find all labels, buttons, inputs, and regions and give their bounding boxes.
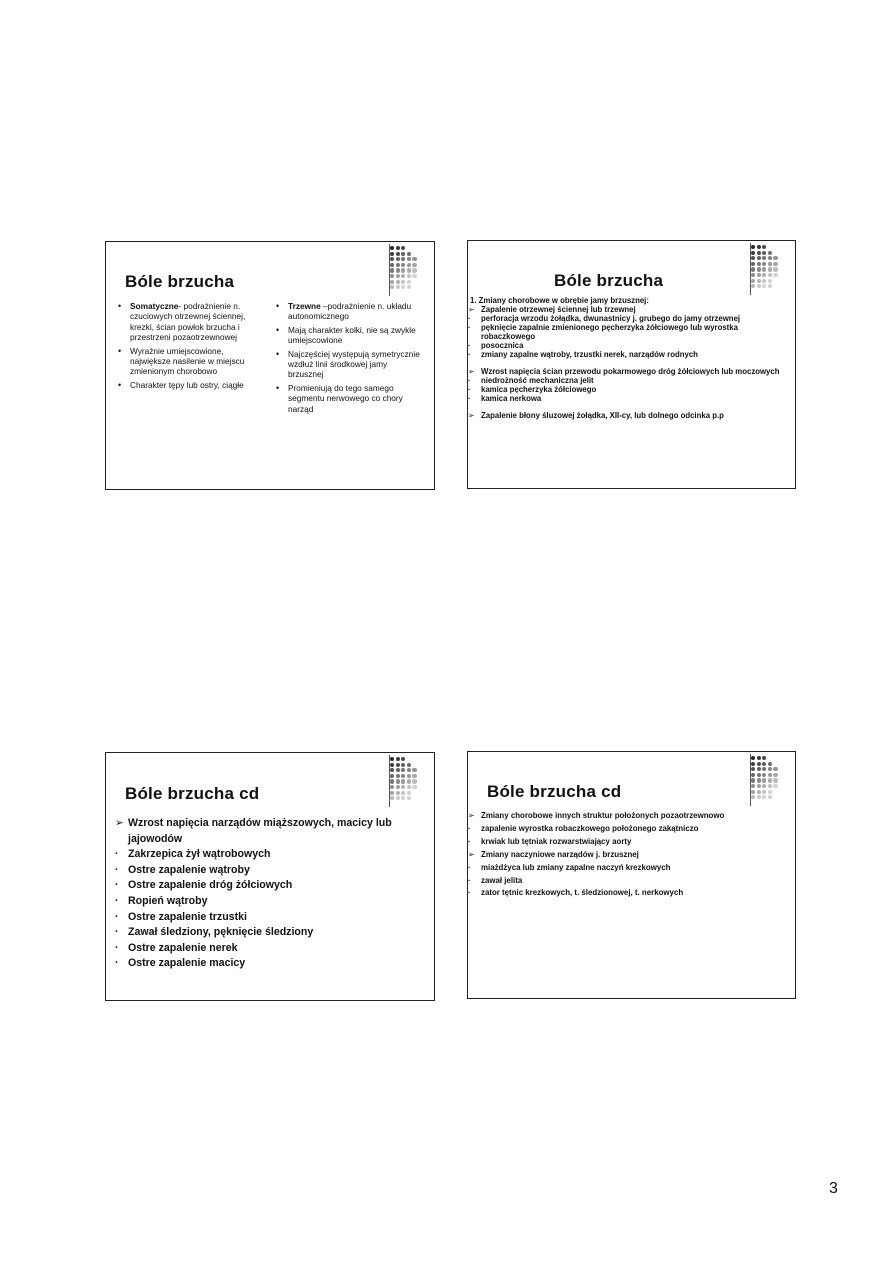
dot xyxy=(757,756,761,760)
list-item-text: Zapalenie otrzewnej ściennej lub trzewnej xyxy=(481,305,636,314)
dot xyxy=(757,762,761,766)
dot xyxy=(396,791,400,795)
dot xyxy=(390,791,394,795)
dot xyxy=(762,267,766,271)
list-item-text: niedrożność mechaniczna jelit xyxy=(481,376,594,385)
dot xyxy=(407,274,411,278)
dot xyxy=(390,763,394,767)
dot xyxy=(412,274,416,278)
list-item-text: miażdżyca lub zmiany zapalne naczyń krezkowych xyxy=(481,862,671,872)
bullet-item xyxy=(274,325,424,346)
dot xyxy=(768,767,772,771)
dot xyxy=(757,284,761,288)
bullet-text: Promieniują do tego samego segmentu nerwowego co chory narząd xyxy=(288,382,403,414)
dot xyxy=(390,257,394,261)
slide-4 xyxy=(467,751,796,999)
dot xyxy=(762,790,766,794)
dot xyxy=(773,262,777,266)
list-item-text: kamica pęcherzyka żółciowego xyxy=(481,385,597,394)
dot xyxy=(390,796,394,800)
list-item xyxy=(468,823,790,836)
dot xyxy=(773,784,777,788)
dot-bullet-icon: · xyxy=(115,941,119,954)
bullet-item xyxy=(274,383,424,414)
slide-4-title: Bóle brzucha cd xyxy=(487,782,622,801)
dot xyxy=(751,251,755,255)
dot xyxy=(762,256,766,260)
list-item xyxy=(115,863,427,879)
dot xyxy=(412,774,416,778)
list-item xyxy=(468,367,790,376)
list-item xyxy=(115,878,427,894)
list-item xyxy=(115,847,427,863)
dot xyxy=(407,796,411,800)
bullet-text: Najczęściej występują symetrycznie wzdłuż linii środkowej jamy brzusznej xyxy=(288,348,420,380)
list-item xyxy=(468,341,790,350)
arrow-bullet-icon: ➢ xyxy=(468,849,475,859)
dot-bullet-icon: · xyxy=(115,894,119,907)
bullet-text: Mają charakter kolki, nie są zwykle umiejscowione xyxy=(288,324,416,346)
decorative-dot-grid-icon xyxy=(751,245,789,291)
slide-3-title: Bóle brzucha cd xyxy=(125,784,260,803)
dot-bullet-icon: · xyxy=(115,957,119,970)
dot xyxy=(390,252,394,256)
dot xyxy=(407,779,411,783)
list-item-text: posocznica xyxy=(481,341,524,350)
bullet-term: Trzewne xyxy=(288,301,321,311)
list-item xyxy=(468,376,790,385)
dot xyxy=(768,251,772,255)
slide-2-list xyxy=(468,296,790,420)
bullet-term: Somatyczne xyxy=(130,301,179,311)
dot-bullet-icon: · xyxy=(468,394,471,403)
dot xyxy=(768,762,772,766)
slide-2 xyxy=(467,240,796,489)
list-item xyxy=(468,836,790,849)
decorative-dot-grid-icon xyxy=(390,757,428,803)
dot xyxy=(762,279,766,283)
list-item-text: Ostre zapalenie wątroby xyxy=(128,863,250,876)
dot xyxy=(390,274,394,278)
list-item xyxy=(468,305,790,314)
list-item-text: Ropień wątroby xyxy=(128,894,208,907)
list-item xyxy=(115,894,427,910)
dot xyxy=(762,273,766,277)
dot xyxy=(768,773,772,777)
dot xyxy=(407,774,411,778)
dot xyxy=(390,280,394,284)
bullet-item xyxy=(116,301,266,343)
dot xyxy=(762,784,766,788)
slide-1-right-column xyxy=(274,301,424,417)
dot-bullet-icon: · xyxy=(468,341,471,350)
dot-bullet-icon: · xyxy=(468,875,471,885)
dot xyxy=(390,285,394,289)
bullet-text: - podrażnienie n. czuciowych otrzewnej ściennej, krezki, ścian powłok brzucha i przestrzeni pozaotrzewnowej xyxy=(130,301,246,343)
list-item xyxy=(468,875,790,888)
dot xyxy=(407,763,411,767)
dot xyxy=(401,280,405,284)
bullet-item xyxy=(116,346,266,377)
dot xyxy=(407,263,411,267)
dot xyxy=(401,268,405,272)
dot xyxy=(407,257,411,261)
dot xyxy=(768,256,772,260)
dot xyxy=(751,784,755,788)
dot xyxy=(396,268,400,272)
dot xyxy=(396,796,400,800)
list-item-text: Zakrzepica żył wątrobowych xyxy=(128,848,271,861)
dot xyxy=(390,785,394,789)
dot xyxy=(390,263,394,267)
dot xyxy=(762,262,766,266)
list-item xyxy=(468,862,790,875)
dot xyxy=(757,784,761,788)
dot xyxy=(768,262,772,266)
slide-3 xyxy=(105,752,435,1001)
dot xyxy=(396,785,400,789)
dot xyxy=(773,267,777,271)
dot xyxy=(407,268,411,272)
dot-bullet-icon: · xyxy=(115,863,119,876)
dot-bullet-icon: · xyxy=(468,376,471,385)
dot xyxy=(390,268,394,272)
dot-bullet-icon: · xyxy=(115,879,119,892)
list-item-text: Wzrost napięcia ścian przewodu pokarmowego dróg żółciowych lub moczowych xyxy=(481,367,780,376)
list-item-text: Wzrost napięcia narządów miąższowych, macicy lub jajowodów xyxy=(128,817,392,845)
dot xyxy=(751,267,755,271)
dot xyxy=(396,280,400,284)
list-item-text: Zawał śledziony, pęknięcie śledziony xyxy=(128,926,314,939)
dot xyxy=(762,795,766,799)
dot xyxy=(396,263,400,267)
bullet-item xyxy=(116,380,266,390)
dot xyxy=(407,785,411,789)
dot xyxy=(762,762,766,766)
dot xyxy=(768,267,772,271)
list-item xyxy=(468,296,790,305)
list-item-text: zapalenie wyrostka robaczkowego położonego zakątniczo xyxy=(481,823,699,833)
dot xyxy=(751,795,755,799)
dot xyxy=(773,273,777,277)
list-item-text: Zapalenie błony śluzowej żołądka, XII-cy, lub dolnego odcinka p.p xyxy=(481,411,724,420)
list-item xyxy=(468,385,790,394)
dot xyxy=(751,256,755,260)
decorative-dot-grid-icon xyxy=(390,246,428,292)
dot xyxy=(768,778,772,782)
dot xyxy=(757,790,761,794)
list-item xyxy=(468,394,790,403)
list-item-text: zator tętnic krezkowych, t. śledzionowej, t. nerkowych xyxy=(481,888,684,898)
dot xyxy=(751,262,755,266)
dot xyxy=(401,768,405,772)
dot xyxy=(401,763,405,767)
arrow-bullet-icon: ➢ xyxy=(468,367,475,376)
dot xyxy=(751,284,755,288)
dot xyxy=(390,757,394,761)
dot xyxy=(757,778,761,782)
dot xyxy=(773,767,777,771)
dot xyxy=(407,791,411,795)
dot xyxy=(390,246,394,250)
dot xyxy=(768,279,772,283)
dot xyxy=(396,285,400,289)
list-item xyxy=(468,350,790,359)
dot xyxy=(773,773,777,777)
dot xyxy=(401,796,405,800)
dot xyxy=(762,756,766,760)
list-item xyxy=(115,956,427,972)
dot xyxy=(390,768,394,772)
dot-bullet-icon: · xyxy=(468,323,471,332)
dot xyxy=(401,757,405,761)
list-item xyxy=(115,925,427,941)
dot xyxy=(396,779,400,783)
list-item-text: krwiak lub tętniak rozwarstwiający aorty xyxy=(481,836,632,846)
dot xyxy=(396,257,400,261)
dot-bullet-icon: · xyxy=(468,888,471,898)
dot xyxy=(401,274,405,278)
dot xyxy=(751,767,755,771)
slide-3-list xyxy=(115,816,427,972)
arrow-bullet-icon: ➢ xyxy=(468,411,475,420)
list-item xyxy=(115,816,427,847)
dot xyxy=(762,284,766,288)
list-item xyxy=(468,411,790,420)
dot xyxy=(401,785,405,789)
dot xyxy=(407,280,411,284)
dot xyxy=(412,768,416,772)
dot xyxy=(757,251,761,255)
dot xyxy=(762,767,766,771)
dot xyxy=(401,774,405,778)
bullet-text: Wyraźnie umiejscowione, największe nasilenie w miejscu zmienionym chorobowo xyxy=(130,345,245,377)
dot xyxy=(768,273,772,277)
list-item-text: Ostre zapalenie nerek xyxy=(128,941,238,954)
dot xyxy=(757,273,761,277)
list-item-text: pęknięcie zapalnie zmienionego pęcherzyka żółciowego lub wyrostka robaczkowego xyxy=(481,323,738,341)
dot xyxy=(751,245,755,249)
dot xyxy=(396,246,400,250)
dot xyxy=(773,256,777,260)
list-item xyxy=(468,323,790,341)
bullet-text: –podrażnienie n. układu autonomicznego xyxy=(288,301,412,322)
dot xyxy=(412,779,416,783)
dot xyxy=(396,763,400,767)
spacer xyxy=(468,359,790,367)
dot-bullet-icon: · xyxy=(468,314,471,323)
list-item-text: Zmiany chorobowe innych struktur położonych pozaotrzewnowo xyxy=(481,811,725,820)
list-item-text: Ostre zapalenie dróg żółciowych xyxy=(128,879,293,892)
dot xyxy=(757,773,761,777)
dot xyxy=(751,279,755,283)
list-item-text: Zmiany naczyniowe narządów j. brzusznej xyxy=(481,849,639,859)
list-item-text: Ostre zapalenie macicy xyxy=(128,957,246,970)
dot-bullet-icon: · xyxy=(468,385,471,394)
list-item-text: perforacja wrzodu żołądka, dwunastnicy j. grubego do jamy otrzewnej xyxy=(481,314,741,323)
dot xyxy=(757,795,761,799)
dot xyxy=(751,762,755,766)
slide-4-list xyxy=(468,810,790,900)
dot xyxy=(396,757,400,761)
dot xyxy=(401,791,405,795)
dot xyxy=(768,784,772,788)
bullet-text: Charakter tępy lub ostry, ciągłe xyxy=(130,379,244,390)
list-item-text: zawał jelita xyxy=(481,875,523,885)
list-item xyxy=(115,941,427,957)
dot xyxy=(762,778,766,782)
dot xyxy=(390,779,394,783)
dot xyxy=(762,773,766,777)
bullet-item xyxy=(274,301,424,322)
dot xyxy=(768,790,772,794)
dot xyxy=(401,257,405,261)
list-item-text: kamica nerkowa xyxy=(481,394,542,403)
dot xyxy=(390,774,394,778)
dot xyxy=(407,768,411,772)
dot xyxy=(757,267,761,271)
dot xyxy=(412,785,416,789)
list-item-text: 1. Zmiany chorobowe w obrębie jamy brzusznej: xyxy=(470,296,649,305)
dot xyxy=(412,263,416,267)
dot-bullet-icon: · xyxy=(115,848,119,861)
list-item-text: Ostre zapalenie trzustki xyxy=(128,910,247,923)
list-item xyxy=(468,314,790,323)
dot xyxy=(773,778,777,782)
dot xyxy=(401,246,405,250)
dot xyxy=(401,779,405,783)
arrow-bullet-icon: ➢ xyxy=(468,305,475,314)
dot xyxy=(396,252,400,256)
dot xyxy=(396,774,400,778)
dot xyxy=(751,773,755,777)
arrow-bullet-icon: ➢ xyxy=(115,817,124,829)
dot xyxy=(396,768,400,772)
dot xyxy=(757,279,761,283)
dot xyxy=(751,273,755,277)
dot xyxy=(412,257,416,261)
dot-bullet-icon: · xyxy=(115,926,119,939)
dot xyxy=(751,756,755,760)
dot xyxy=(757,256,761,260)
dot xyxy=(762,251,766,255)
dot xyxy=(412,268,416,272)
list-item xyxy=(468,887,790,900)
dot xyxy=(768,795,772,799)
slide-1-title: Bóle brzucha xyxy=(125,272,235,291)
dot xyxy=(407,252,411,256)
dot xyxy=(762,245,766,249)
dot-bullet-icon: · xyxy=(115,910,119,923)
decorative-dot-grid-icon xyxy=(751,756,789,802)
page-number: 3 xyxy=(829,1180,838,1197)
list-item xyxy=(468,849,790,862)
bullet-item xyxy=(274,349,424,380)
dot xyxy=(751,790,755,794)
list-item xyxy=(468,810,790,823)
list-item-text: zmiany zapalne wątroby, trzustki nerek, narządów rodnych xyxy=(481,350,698,359)
dot xyxy=(401,252,405,256)
dot xyxy=(396,274,400,278)
dot xyxy=(751,778,755,782)
slide-1 xyxy=(105,241,435,490)
dot-bullet-icon: · xyxy=(468,862,471,872)
dot xyxy=(768,284,772,288)
arrow-bullet-icon: ➢ xyxy=(468,811,475,820)
slide-2-title: Bóle brzucha xyxy=(554,271,664,290)
dot-bullet-icon: · xyxy=(468,836,471,846)
slide-1-left-column xyxy=(116,301,266,417)
dot-bullet-icon: · xyxy=(468,350,471,359)
dot-bullet-icon: · xyxy=(468,823,471,833)
spacer xyxy=(468,403,790,411)
dot xyxy=(757,245,761,249)
dot xyxy=(757,767,761,771)
dot xyxy=(401,285,405,289)
dot xyxy=(407,285,411,289)
list-item xyxy=(115,910,427,926)
dot xyxy=(401,263,405,267)
dot xyxy=(757,262,761,266)
